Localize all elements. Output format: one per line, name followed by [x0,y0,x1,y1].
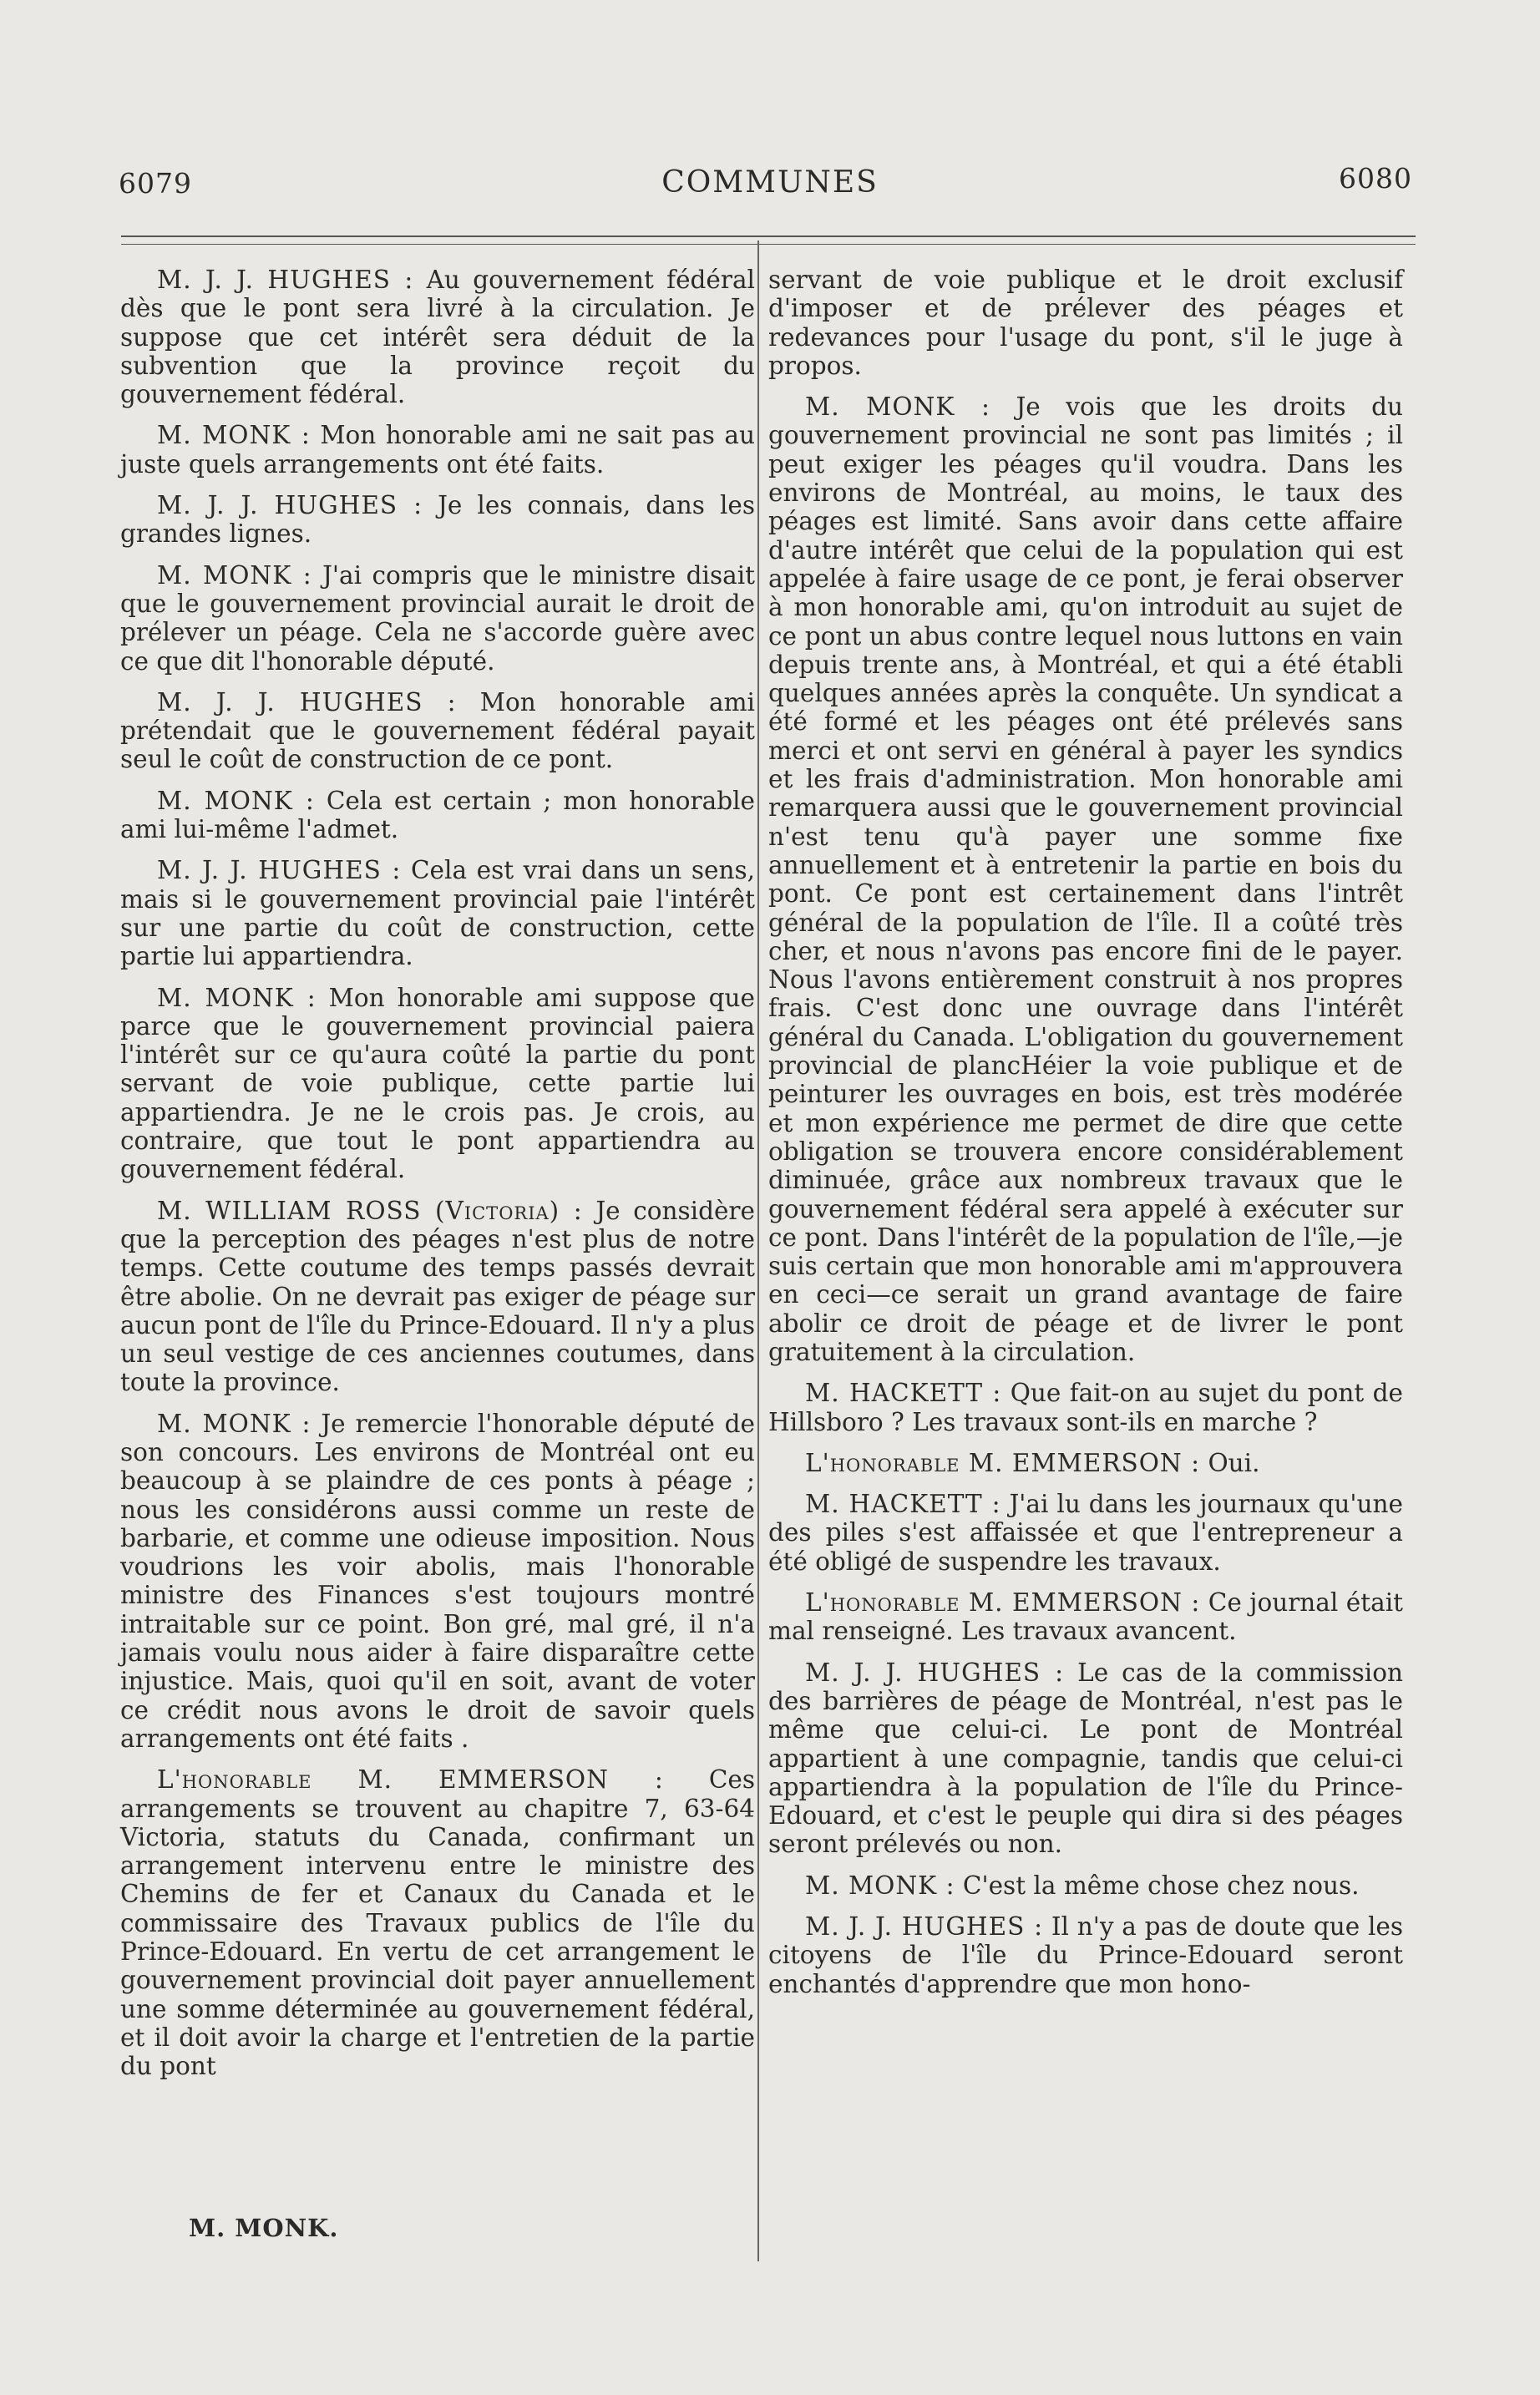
paragraph-text: Ce journal était mal renseigné. Les travaux avancent. [768,1588,1403,1646]
speaker-name: M. MONK : [805,1871,955,1900]
paragraph [768,392,1403,1366]
right-column [768,266,1403,2011]
paragraph [120,856,755,970]
paragraph-text: J'ai lu dans les journaux qu'une des piles s'est affaissée et que l'entrepreneur a été obligé de suspendre les travaux. [768,1490,1403,1576]
paragraph-text: Il n'y a pas de doute que les citoyens de l'île du Prince-Edouard seront enchantés d'apprendre que mon hono- [768,1912,1404,1998]
paragraph-text: Que fait-on au sujet du pont de Hillsboro ? Les travaux sont-ils en marche ? [768,1379,1403,1436]
speaker-name: M. MONK : [157,560,312,590]
speaker-name: L'honorable M. EMMERSON : [805,1448,1201,1477]
paragraph [768,1490,1403,1576]
paragraph [768,1449,1403,1477]
paragraph [768,1912,1403,1998]
paragraph-text: Je les connais, dans les grandes lignes. [120,491,755,549]
paragraph [120,1765,755,2080]
catchword: M. MONK. [189,2214,339,2242]
page-number-left: 6079 [119,167,192,200]
speaker-name: M. J. J. HUGHES : [805,1912,1044,1942]
paragraph-continued [768,266,1403,380]
paragraph [120,984,755,1184]
paragraph-text: Mon honorable ami prétendait que le gouvernement fédéral payait seul le coût de construction de ce pont. [120,687,755,774]
paragraph-text: C'est la même chose chez nous. [962,1871,1360,1900]
left-column [120,266,755,2094]
paragraph [768,1379,1403,1436]
paragraph [768,1658,1403,1859]
paragraph [768,1871,1403,1900]
speaker-name: M. MONK : [805,392,990,422]
paragraph [120,421,755,478]
page-number-right: 6080 [1339,162,1412,195]
speaker-name: M. HACKETT : [805,1379,1002,1408]
paragraph-text: Je remercie l'honorable député de son concours. Les environs de Montréal ont eu beaucoup à se plaindre de ces ponts à péage ; nous les considérons aussi comme un reste de barbarie, et comme une odieuse imposition. Nous voudrions les voir abolis, mais l'honorable ministre des Finances s'est toujours montré intraitable sur ce point. Bon gré, mal gré, il n'a jamais voulu nous aider à faire disparaître cette injustice. Mais, quoi qu'il en soit, avant de voter ce crédit nous avons le droit de savoir quels arrangements ont été faits . [120,1409,755,1753]
paragraph-text: Au gouvernement fédéral dès que le pont sera livré à la circulation. Je suppose que cet intérêt sera déduit de la subvention que la province reçoit du gouvernement fédéral. [120,266,755,409]
paragraph-text: servant de voie publique et le droit exclusif d'imposer et de prélever des péages et redevances pour l'usage du pont, s'il le juge à propos. [768,266,1403,380]
header-rule [121,235,1416,237]
paragraph [120,561,755,676]
paragraph [120,787,755,844]
paragraph-text: Ces arrangements se trouvent au chapitre 7, 63-64 Victoria, statuts du Canada, confirmant un arrangement intervenu entre le ministre des Chemins de fer et Canaux du Canada et le commissaire des Travaux publics de l'île du Prince-Edouard. En vertu de cet arrangement le gouvernement provincial doit payer annuellement une somme déterminée au gouvernement fédéral, et il doit avoir la charge et l'entretien de la partie du pont [120,1765,755,2081]
paragraph-text: Je vois que les droits du gouvernement provincial ne sont pas limités ; il peut exiger les péages qu'il voudra. Dans les environs de Montréal, au moins, le taux des péages est limité. Sans avoir dans cette affaire d'autre intérêt que celui de la population qui est appelée à faire usage de ce pont, je ferai observer à mon honorable ami, qu'on introduit au sujet de ce pont un abus contre lequel nous luttons en vain depuis trente ans, à Montréal, et qui a été établi quelques années après la conquête. Un syndicat a été formé et les péages ont été prélevés sans merci et ont servi en général à payer les syndics et les frais d'administration. Mon honorable ami remarquera aussi que le gouvernement provincial n'est tenu qu'à payer une somme fixe annuellement et à entretenir la partie en bois du pont. Ce pont est certainement dans l'intrêt général de la population de l'île. Il a coûté très cher, et nous n'avons pas encore fini de le payer. Nous l'avons entièrement construit à nos propres frais. C'est donc une ouvrage dans l'intérêt général du Canada. L'obligation du gouvernement provincial de plancHéier la voie publique et de peinturer les ouvrages en bois, est très modérée et mon expérience me permet de dire que cette obligation se trouvera encore considérablement diminuée, grâce aux nombreux travaux que le gouvernement fédéral sera appelé à exécuter sur ce pont. Dans l'intérêt de la population de l'île,—je suis certain que mon honorable ami m'approuvera en ceci—ce serait un grand avantage de faire abolir ce droit de péage et de livrer le pont gratuitement à la circulation. [768,392,1403,1366]
paragraph-text: Je considère que la perception des péages n'est plus de notre temps. Cette coutume des temps passés devrait être abolie. On ne devrait pas exiger de péage sur aucun pont de l'île du Prince-Edouard. Il n'y a plus un seul vestige de ces anciennes coutumes, dans toute la province. [120,1196,755,1397]
paragraph-text: Oui. [1208,1448,1260,1477]
speaker-name: M. MONK : [157,1409,312,1438]
speaker-name: M. MONK : [157,786,315,815]
speaker-name: M. J. J. HUGHES : [805,1658,1065,1687]
paragraph [768,1588,1403,1646]
speaker-name: M. MONK : [157,421,311,450]
speaker-name: M. HACKETT : [805,1490,1001,1519]
speaker-name: L'honorable M. EMMERSON : [157,1765,664,1795]
paragraph-text: Mon honorable ami suppose que parce que le gouvernement provincial paiera l'intérêt sur ce qu'aura coûté la partie du pont servant de voie publique, cette partie lui appartiendra. Je ne le crois pas. Je crois, au contraire, que tout le pont appartiendra au gouvernement fédéral. [120,983,755,1184]
paragraph-text: J'ai compris que le ministre disait que le gouvernement provincial aurait le droit de prélever un péage. Cela ne s'accorde guère avec ce que dit l'honorable député. [120,560,755,676]
paragraph-text: Mon honorable ami ne sait pas au juste quels arrangements ont été faits. [120,421,755,478]
paragraph [120,491,755,549]
speaker-name: M. J. J. HUGHES : [157,687,457,716]
paragraph-text: Cela est vrai dans un sens, mais si le gouvernement provincial paie l'intérêt sur une partie du coût de construction, cette partie lui appartiendra. [120,856,755,971]
paragraph [120,1197,755,1397]
speaker-name: L'honorable M. EMMERSON : [805,1588,1201,1618]
speaker-name: M. MONK : [157,983,317,1012]
speaker-name: M. J. J. HUGHES : [157,491,423,520]
paragraph-text: Le cas de la commission des barrières de péage de Montréal, n'est pas le même que celui-ci. Le pont de Montréal appartient à une compagnie, tandis que celui-ci appartiendra à la population de l'île du Prince-Edouard, et c'est le peuple qui dira si des péages seront prélevés ou non. [768,1658,1403,1859]
paragraph [120,266,755,408]
paragraph [120,1410,755,1754]
speaker-name: M. J. J. HUGHES : [157,856,402,885]
paragraph [120,688,755,774]
column-divider [757,241,759,2261]
speaker-name: M. J. J. HUGHES : [157,266,414,294]
header-rule-thin [121,244,1416,245]
speaker-name: M. WILLIAM ROSS (Victoria) : [157,1196,583,1225]
paragraph-text: Cela est certain ; mon honorable ami lui-même l'admet. [120,786,755,844]
running-title: COMMUNES [661,165,879,200]
